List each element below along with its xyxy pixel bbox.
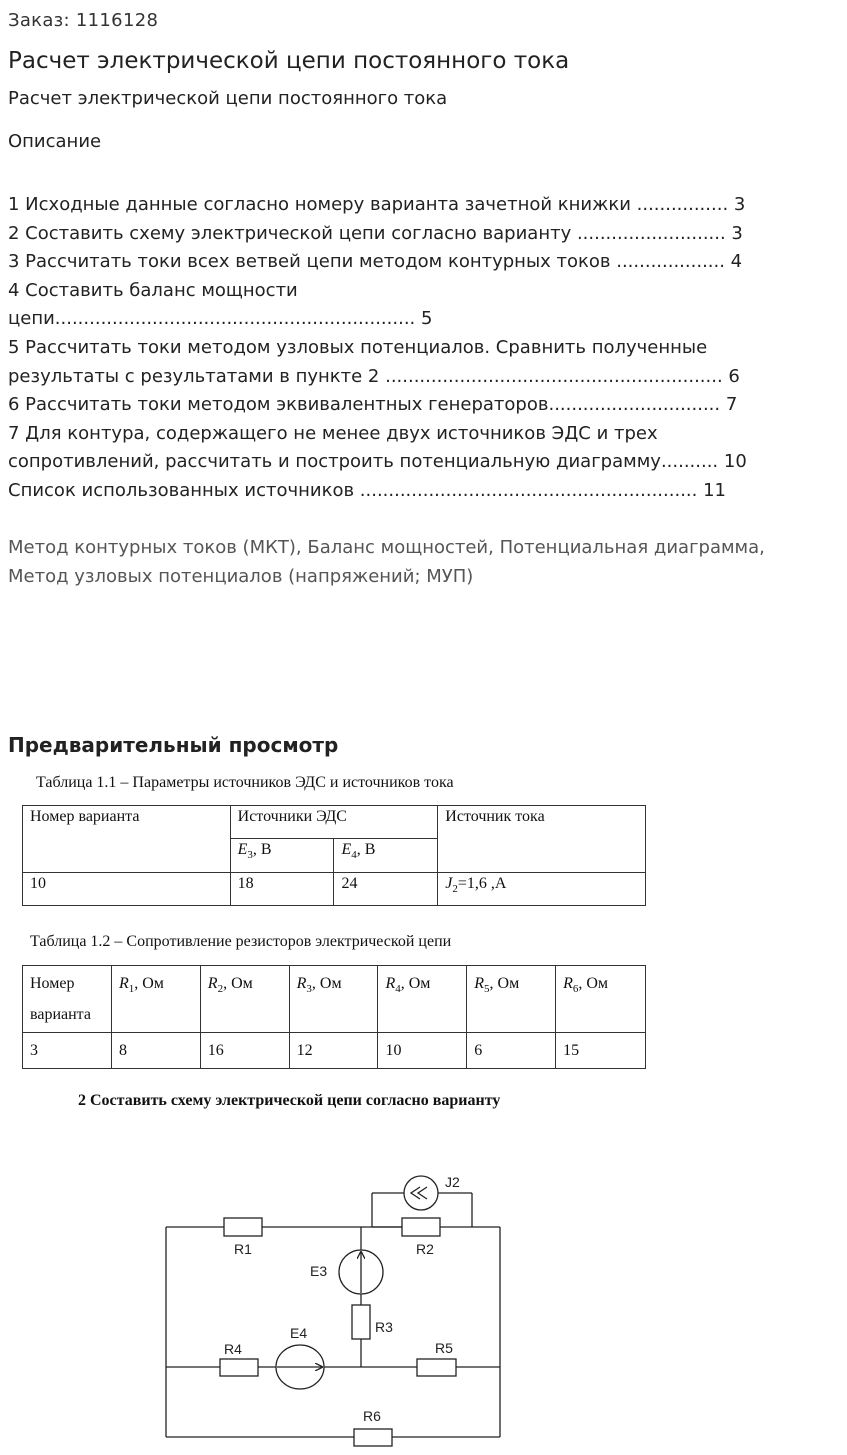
resistors-table bbox=[22, 965, 646, 1069]
toc-line: 5 Рассчитать токи методом узловых потенциалов. Сравнить полученные bbox=[8, 336, 708, 358]
cell-r3: 12 bbox=[289, 1033, 378, 1069]
r2-resistor bbox=[402, 1218, 440, 1236]
header-r1: $R_1$, Ом bbox=[111, 966, 200, 1033]
header-r4: $R_4$, Ом bbox=[378, 966, 467, 1033]
header-r3: $R_3$, Ом bbox=[289, 966, 378, 1033]
label-e3: E3 bbox=[310, 1263, 328, 1279]
header-variant: Номер варианта bbox=[23, 806, 231, 873]
r3-resistor bbox=[352, 1305, 370, 1339]
toc-line: 3 Рассчитать токи всех ветвей цепи методом контурных токов ................... 4 bbox=[8, 251, 743, 273]
header-variant: Номер варианта bbox=[23, 966, 112, 1033]
header-e4: $E_4$, В bbox=[334, 839, 438, 873]
label-j2: J2 bbox=[445, 1174, 460, 1190]
header-e3: $E_3$, В bbox=[230, 839, 334, 873]
section2-heading: 2 Составить схему электрической цепи согласно варианту bbox=[78, 1092, 501, 1109]
label-r2: R2 bbox=[416, 1241, 434, 1257]
toc-line: 2 Составить схему электрической цепи согласно варианту .......................... 3 bbox=[8, 222, 743, 244]
toc-line: 6 Рассчитать токи методом эквивалентных генераторов.............................. 7 bbox=[8, 394, 738, 416]
emf-sources-table bbox=[22, 805, 646, 906]
r6-resistor bbox=[354, 1429, 392, 1446]
toc-line: Список использованных источников ........................................................... 11 bbox=[8, 479, 726, 501]
header-emf-sources: Источники ЭДС bbox=[230, 806, 438, 839]
cell-variant: 10 bbox=[23, 873, 231, 906]
label-r6: R6 bbox=[363, 1408, 381, 1424]
cell-e4: 24 bbox=[334, 873, 438, 906]
order-label: Заказ: 1116128 bbox=[8, 10, 159, 31]
header-r6: $R_6$, Ом bbox=[556, 966, 646, 1033]
cell-e3: 18 bbox=[230, 873, 334, 906]
r1-resistor bbox=[224, 1218, 262, 1236]
j2-arrow-icon bbox=[411, 1187, 427, 1199]
table1-caption: Таблица 1.1 – Параметры источников ЭДС и источников тока bbox=[36, 774, 454, 791]
page-subtitle: Расчет электрической цепи постоянного тока bbox=[8, 88, 448, 109]
toc-line: цепи............................................................... 5 bbox=[8, 308, 433, 330]
cell-variant: 3 bbox=[23, 1033, 112, 1069]
cell-r6: 15 bbox=[556, 1033, 646, 1069]
cell-j2: $J_2=1,6$ ,А bbox=[438, 873, 646, 906]
toc-line: сопротивлений, рассчитать и построить потенциальную диаграмму.......... 10 bbox=[8, 451, 747, 473]
preview-heading: Предварительный просмотр bbox=[8, 733, 339, 757]
label-r5: R5 bbox=[435, 1340, 453, 1356]
description-heading: Описание bbox=[8, 131, 102, 152]
table2-caption: Таблица 1.2 – Сопротивление резисторов электрической цепи bbox=[30, 933, 452, 950]
cell-r4: 10 bbox=[378, 1033, 467, 1069]
tags-line: Метод узловых потенциалов (напряжений; МУП) bbox=[8, 566, 474, 587]
header-r2: $R_2$, Ом bbox=[200, 966, 289, 1033]
toc-line: 7 Для контура, содержащего не менее двух источников ЭДС и трех bbox=[8, 422, 658, 444]
cell-r5: 6 bbox=[467, 1033, 556, 1069]
header-current-source: Источник тока bbox=[438, 806, 646, 873]
tags bbox=[8, 533, 838, 591]
label-r3: R3 bbox=[375, 1319, 393, 1335]
r4-resistor bbox=[220, 1359, 258, 1376]
header-r5: $R_5$, Ом bbox=[467, 966, 556, 1033]
j2-current-source bbox=[404, 1176, 438, 1210]
label-r1: R1 bbox=[234, 1241, 252, 1257]
label-r4: R4 bbox=[224, 1341, 242, 1357]
r5-resistor bbox=[417, 1359, 456, 1376]
cell-r2: 16 bbox=[200, 1033, 289, 1069]
cell-r1: 8 bbox=[111, 1033, 200, 1069]
toc-line: 1 Исходные данные согласно номеру варианта зачетной книжки ................ 3 bbox=[8, 194, 746, 215]
tags-line: Метод контурных токов (МКТ), Баланс мощностей, Потенциальная диаграмма, bbox=[8, 537, 765, 558]
page-title: Расчет электрической цепи постоянного тока bbox=[8, 48, 570, 74]
table-of-contents bbox=[8, 191, 838, 506]
toc-line: результаты с результатами в пункте 2 ........................................................... 6 bbox=[8, 365, 740, 387]
label-e4: E4 bbox=[290, 1325, 308, 1341]
toc-line: 4 Составить баланс мощности bbox=[8, 279, 298, 301]
circuit-diagram bbox=[150, 1165, 520, 1450]
